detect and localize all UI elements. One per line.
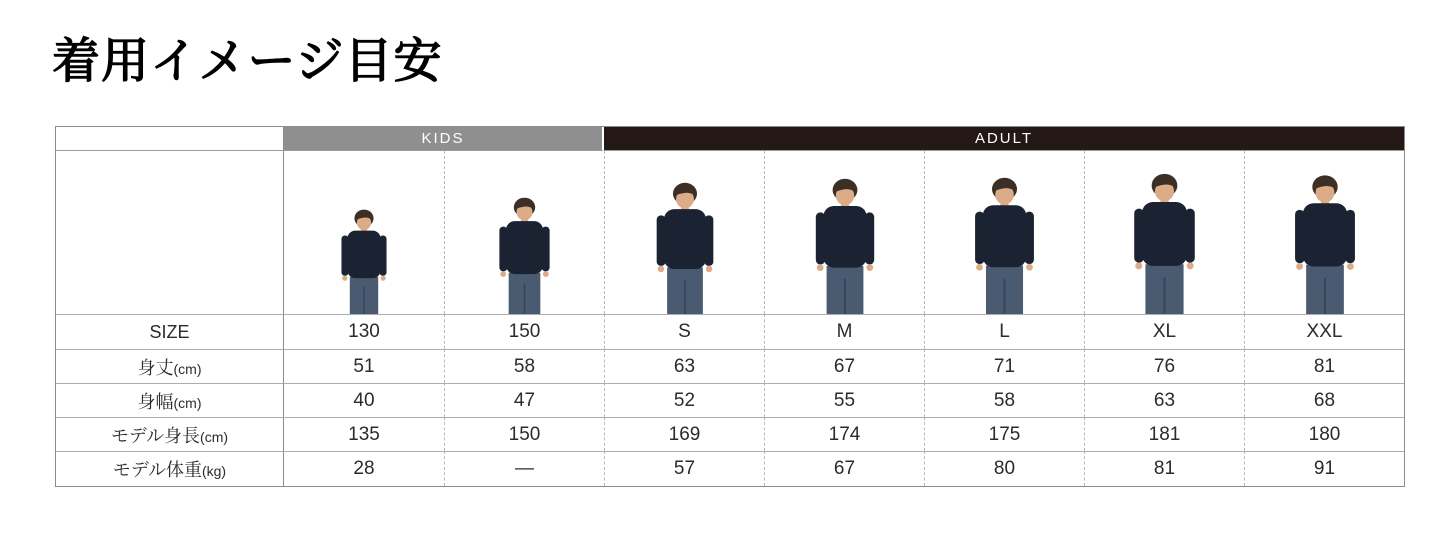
model-photo-150 xyxy=(444,151,604,314)
spec-value: 57 xyxy=(673,458,696,479)
spec-value: 52 xyxy=(673,389,696,411)
size-row-label-text: SIZE xyxy=(149,321,190,342)
spec-value-cell xyxy=(604,417,764,451)
spec-value: 81 xyxy=(1313,355,1336,377)
model-photo-S xyxy=(604,151,764,314)
size-cell-XL xyxy=(1084,314,1244,349)
size-value: S xyxy=(678,321,691,342)
spec-value-cell xyxy=(284,417,444,451)
spec-value-cell xyxy=(764,383,924,417)
kids-group-header: KIDS xyxy=(284,127,604,151)
size-value: 150 xyxy=(508,321,541,342)
spec-value-cell xyxy=(604,349,764,383)
spec-value-cell xyxy=(284,383,444,417)
spec-row-label-2 xyxy=(56,417,284,451)
spec-row-label-text: モデル身長(cm) xyxy=(110,425,229,446)
spec-row-label-text: 身丈(cm) xyxy=(137,357,202,378)
spec-value: 91 xyxy=(1313,458,1336,479)
person-figure-icon xyxy=(646,182,724,314)
size-cell-150 xyxy=(444,314,604,349)
size-row-label xyxy=(56,314,284,349)
spec-row-unit: (kg) xyxy=(201,463,227,479)
spec-value: 169 xyxy=(668,423,701,445)
person-figure-icon xyxy=(333,209,395,314)
spec-value: 174 xyxy=(828,423,861,445)
model-photo-XL xyxy=(1084,151,1244,314)
spec-row-label-text: モデル体重(kg) xyxy=(112,460,227,480)
person-figure-icon xyxy=(1123,173,1206,314)
spec-row-label-3 xyxy=(56,451,284,486)
spec-value: 58 xyxy=(993,389,1016,411)
spec-value: 81 xyxy=(1153,458,1176,479)
spec-value: 150 xyxy=(508,423,541,445)
spec-value: 67 xyxy=(833,458,856,479)
table-corner-cell xyxy=(56,127,284,151)
page-title: 着用イメージ目安 xyxy=(52,35,443,88)
spec-row-unit: (cm) xyxy=(173,360,202,377)
size-value: M xyxy=(836,321,853,342)
model-photo-XXL xyxy=(1244,151,1404,314)
spec-value: 80 xyxy=(993,458,1016,479)
spec-value-cell xyxy=(1244,383,1404,417)
spec-value: — xyxy=(515,458,534,479)
spec-value-cell xyxy=(1244,451,1404,486)
spec-value: 28 xyxy=(353,458,375,479)
spec-value: 76 xyxy=(1153,355,1176,377)
spec-value-cell xyxy=(604,383,764,417)
spec-value: 47 xyxy=(513,389,536,411)
size-value: XXL xyxy=(1306,321,1343,342)
size-cell-XXL xyxy=(1244,314,1404,349)
spec-value-cell xyxy=(1084,417,1244,451)
person-figure-icon xyxy=(805,178,885,314)
spec-value-cell xyxy=(764,417,924,451)
spec-value-cell xyxy=(444,349,604,383)
spec-value-cell xyxy=(924,451,1084,486)
size-value: L xyxy=(999,321,1010,342)
size-value: XL xyxy=(1152,321,1177,342)
size-cell-L xyxy=(924,314,1084,349)
spec-row-label-0 xyxy=(56,349,284,383)
spec-value-cell xyxy=(444,417,604,451)
spec-value: 40 xyxy=(353,389,375,411)
spec-value: 135 xyxy=(348,423,380,445)
spec-value: 67 xyxy=(833,355,856,377)
person-figure-icon xyxy=(490,197,559,314)
spec-value: 63 xyxy=(673,355,696,377)
spec-value-cell xyxy=(764,349,924,383)
spec-value-cell xyxy=(284,451,444,486)
spec-row-label-text: 身幅(cm) xyxy=(137,391,202,412)
spec-value: 180 xyxy=(1308,423,1341,445)
spec-value-cell xyxy=(284,349,444,383)
size-cell-S xyxy=(604,314,764,349)
spec-value-cell xyxy=(1084,383,1244,417)
spec-value: 51 xyxy=(353,355,375,377)
spec-value-cell xyxy=(924,349,1084,383)
spec-value-cell xyxy=(444,383,604,417)
size-cell-130 xyxy=(284,314,444,349)
model-photo-L xyxy=(924,151,1084,314)
person-figure-icon xyxy=(1284,174,1366,314)
photo-row-label-spacer xyxy=(56,151,284,314)
size-chart-table xyxy=(55,126,1405,487)
spec-value: 63 xyxy=(1153,389,1176,411)
spec-row-unit: (cm) xyxy=(200,428,229,445)
spec-value: 175 xyxy=(988,423,1021,445)
spec-value-cell xyxy=(764,451,924,486)
adult-group-header: ADULT xyxy=(604,127,1404,151)
person-figure-icon xyxy=(964,177,1045,314)
spec-value-cell xyxy=(444,451,604,486)
spec-row-label-1 xyxy=(56,383,284,417)
size-cell-M xyxy=(764,314,924,349)
spec-value: 71 xyxy=(993,355,1016,377)
model-photo-130 xyxy=(284,151,444,314)
spec-value-cell xyxy=(1244,417,1404,451)
spec-row-unit: (cm) xyxy=(173,394,202,411)
spec-value-cell xyxy=(604,451,764,486)
spec-value: 181 xyxy=(1148,423,1181,445)
spec-value: 58 xyxy=(513,355,536,377)
spec-value-cell xyxy=(1244,349,1404,383)
spec-value: 55 xyxy=(833,389,856,411)
spec-value-cell xyxy=(924,417,1084,451)
spec-value-cell xyxy=(1084,349,1244,383)
size-value: 130 xyxy=(348,321,380,342)
model-photo-M xyxy=(764,151,924,314)
spec-value-cell xyxy=(1084,451,1244,486)
spec-value: 68 xyxy=(1313,389,1336,411)
spec-value-cell xyxy=(924,383,1084,417)
